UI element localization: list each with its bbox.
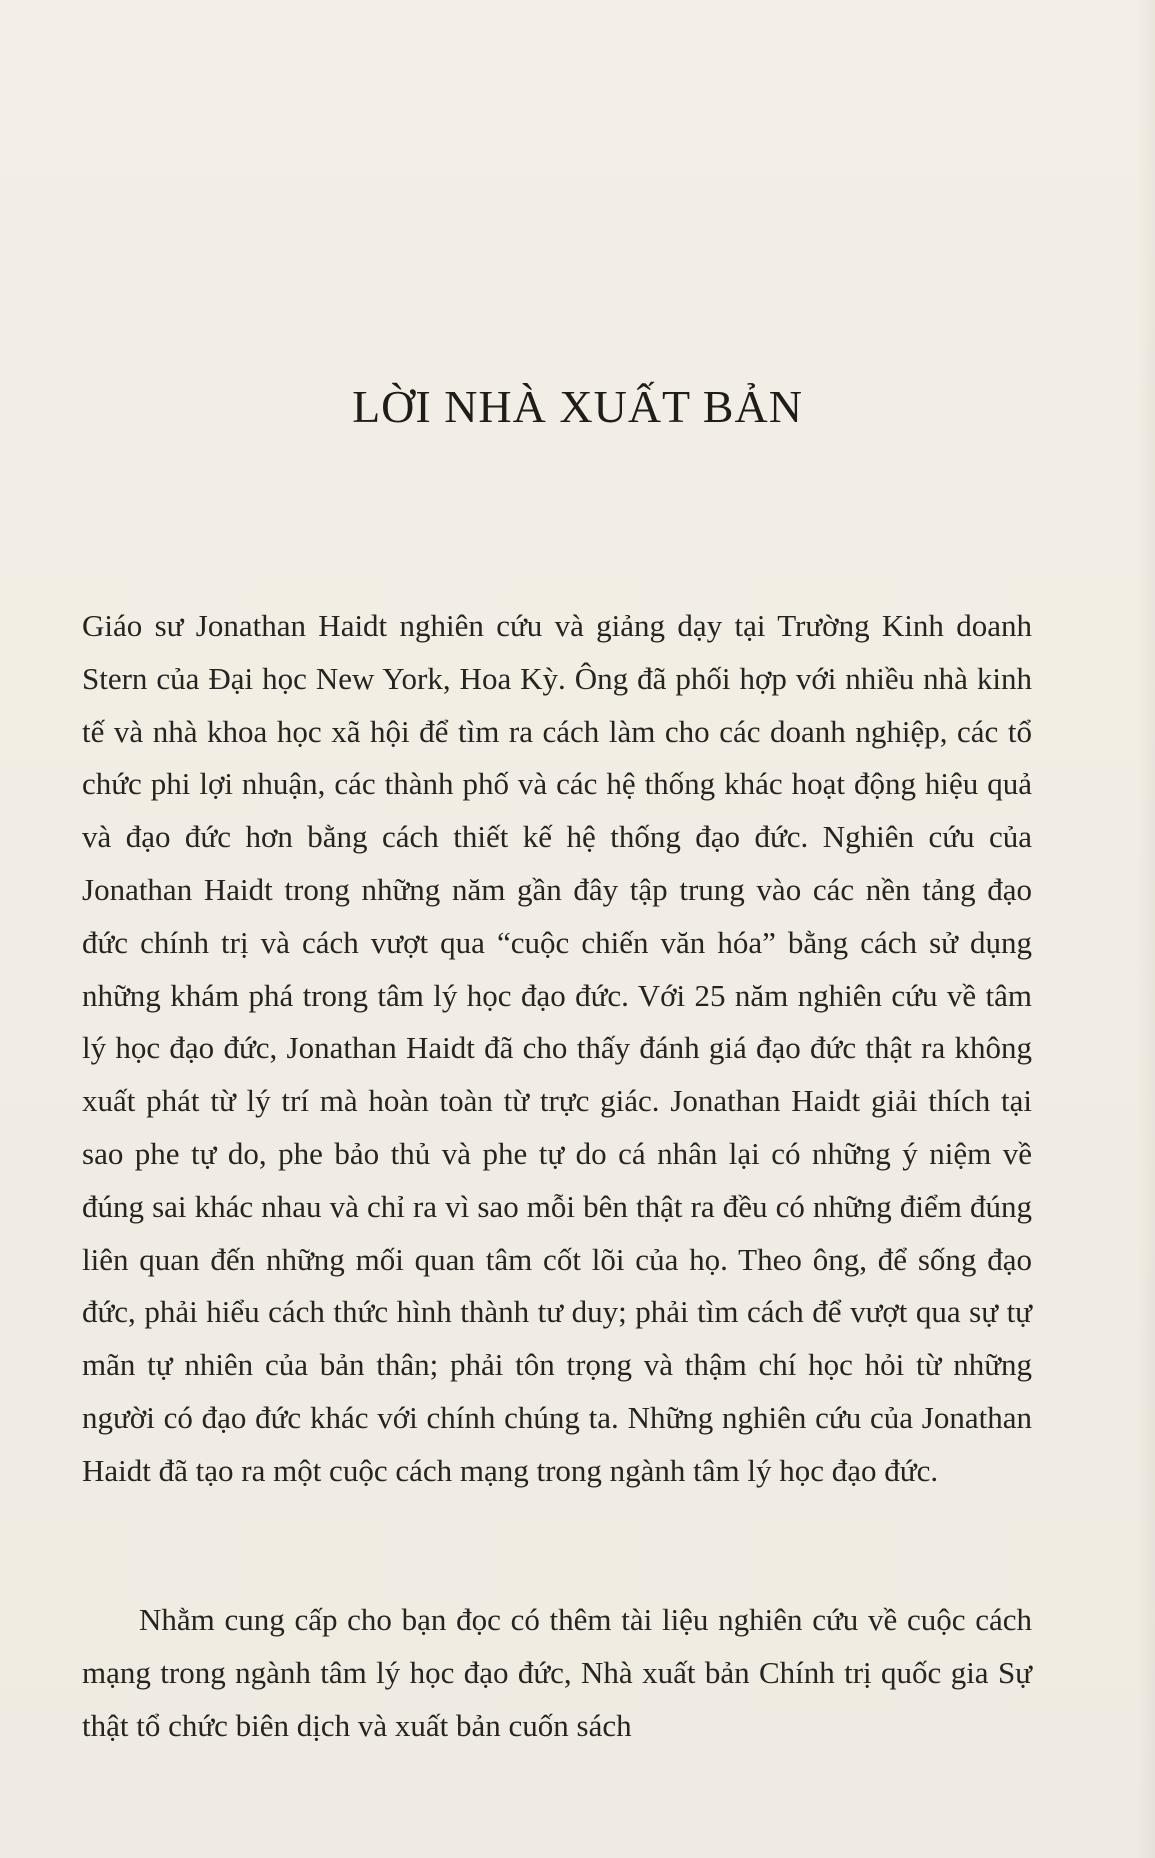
paragraph-1: Giáo sư Jonathan Haidt nghiên cứu và giảng dạy tại Trường Kinh doanh Stern của Đại học New York, Hoa Kỳ. Ông đã phối hợp với nhiều nhà kinh tế và nhà khoa học xã hội để tìm ra cách làm cho các doanh nghiệp, các tổ chức phi lợi nhuận, các thành phố và các hệ thống khác hoạt động hiệu quả và đạo đức hơn bằng cách thiết kế hệ thống đạo đức. Nghiên cứu của Jonathan Haidt trong những năm gần đây tập trung vào các nền tảng đạo đức chính trị và cách vượt qua “cuộc chiến văn hóa” bằng cách sử dụng những khám phá trong tâm lý học đạo đức. Với 25 năm nghiên cứu về tâm lý học đạo đức, Jonathan Haidt đã cho thấy đánh giá đạo đức thật ra không xuất phát từ lý trí mà hoàn toàn từ trực giác. Jonathan Haidt giải thích tại sao phe tự do, phe bảo thủ và phe tự do cá nhân lại có những ý niệm về đúng sai khác nhau và chỉ ra vì sao mỗi bên thật ra đều có những điểm đúng liên quan đến những mối quan tâm cốt lõi của họ. Theo ông, để sống đạo đức, phải hiểu cách thức hình thành tư duy; phải tìm cách để vượt qua sự tự mãn tự nhiên của bản thân; phải tôn trọng và thậm chí học hỏi từ những người có đạo đức khác với chính chúng ta. Những nghiên cứu của Jonathan Haidt đã tạo ra một cuộc cách mạng trong ngành tâm lý học đạo đức.: [82, 608, 1032, 1488]
page-edge-shadow: [1137, 0, 1155, 1858]
page-title: LỜI NHÀ XUẤT BẢN: [352, 381, 803, 432]
paragraph-2: Nhằm cung cấp cho bạn đọc có thêm tài liệu nghiên cứu về cuộc cách mạng trong ngành tâm lý học đạo đức, Nhà xuất bản Chính trị quốc gia Sự thật tổ chức biên dịch và xuất bản cuốn sách: [82, 1602, 1032, 1743]
